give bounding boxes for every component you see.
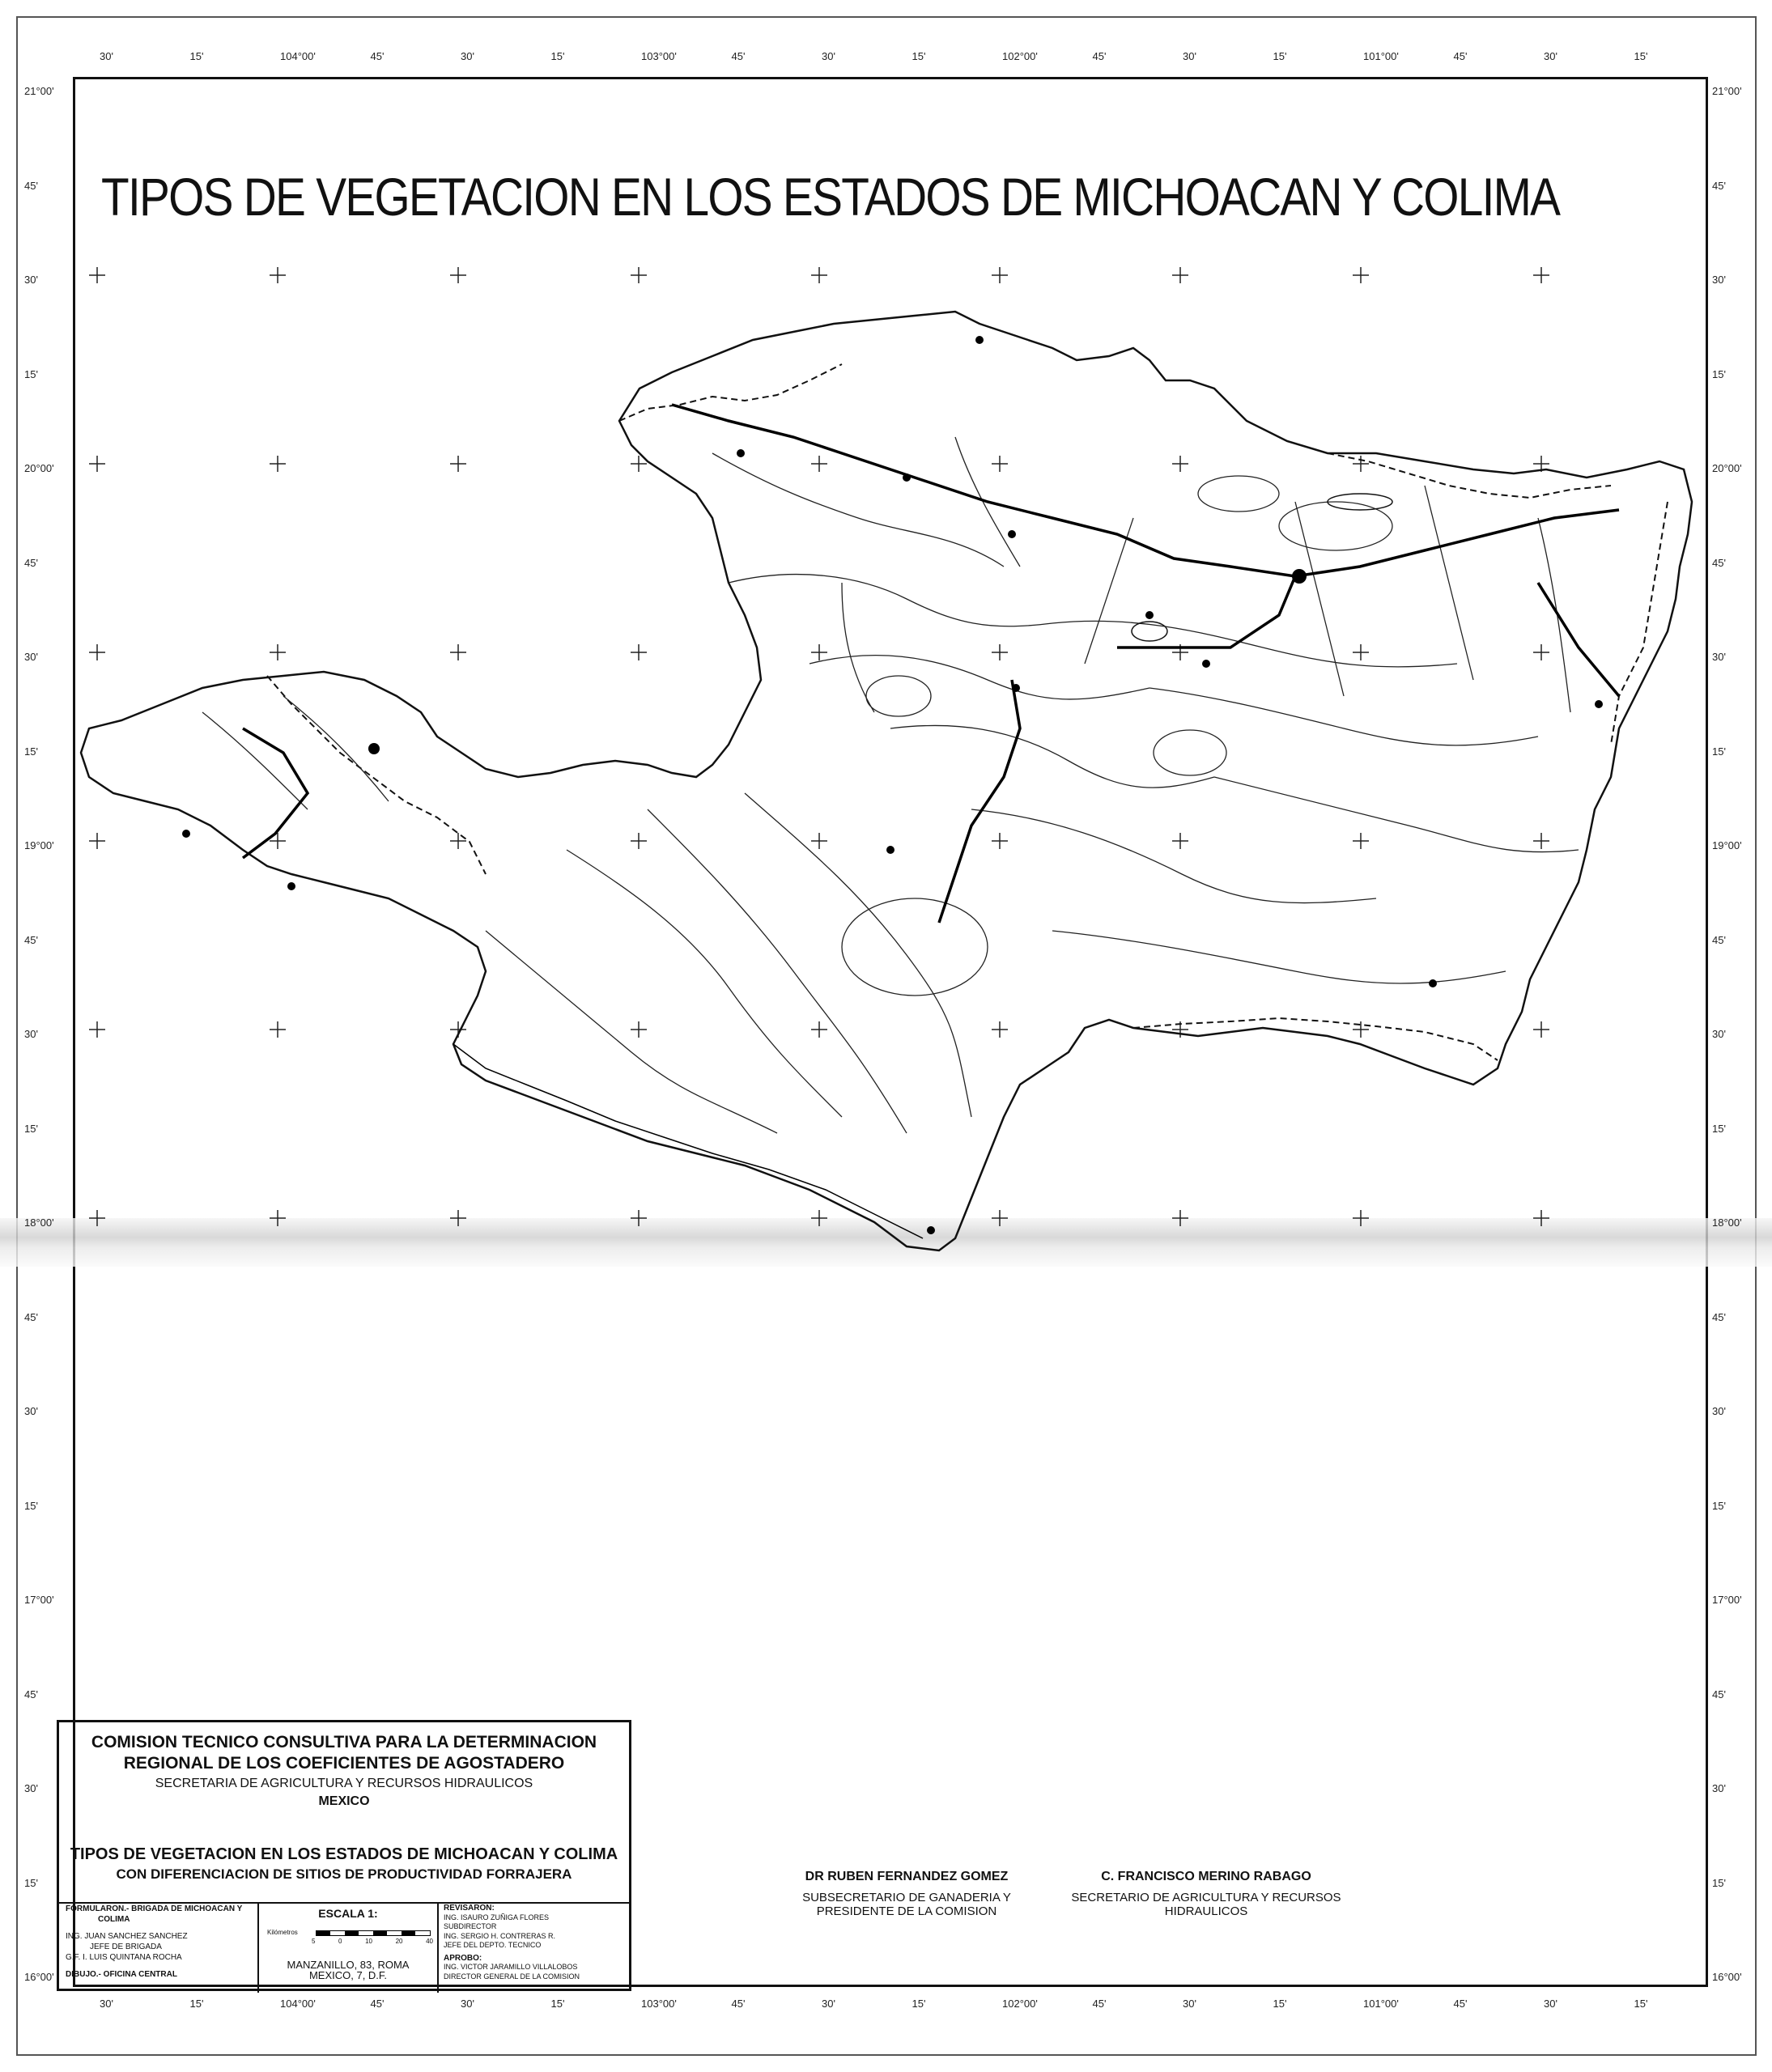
graticule-cross (270, 456, 286, 472)
graticule-cross (270, 1210, 286, 1226)
graticule-cross (631, 1210, 647, 1226)
city-marker-colima (368, 743, 380, 754)
revisaron-line: REVISARON: (444, 1904, 495, 1913)
top-tick-label: 45' (1092, 50, 1107, 62)
right-tick-label: 15' (1712, 1122, 1726, 1135)
signer-name: C. FRANCISCO MERINO RABAGO (1101, 1870, 1311, 1883)
right-tick-label: 15' (1712, 745, 1726, 758)
right-tick-label: 16°00' (1712, 1971, 1742, 1983)
top-tick-label: 101°00' (1363, 50, 1399, 62)
top-tick-label: 30' (1544, 50, 1557, 62)
graticule-cross (631, 644, 647, 660)
left-tick-label: 45' (24, 1688, 38, 1700)
comision-line-5: TIPOS DE VEGETACION EN LOS ESTADOS DE MICHOACAN Y COLIMA (70, 1845, 618, 1863)
graticule-cross (811, 267, 827, 283)
left-tick-label: 30' (24, 651, 38, 663)
left-tick-label: 45' (24, 1310, 38, 1323)
formularon-line: DIBUJO.- OFICINA CENTRAL (66, 1970, 177, 1979)
signer-role: SECRETARIO DE AGRICULTURA Y RECURSOS HIDRAULICOS (1071, 1891, 1341, 1918)
left-tick-label: 15' (24, 745, 38, 758)
mexico-border (1611, 502, 1668, 745)
state-outline (81, 312, 1692, 1250)
jalisco-border (619, 364, 842, 421)
top-tick-label: 15' (550, 50, 565, 62)
right-tick-label: 20°00' (1712, 462, 1742, 474)
graticule-cross (992, 1210, 1008, 1226)
graticule-cross (450, 456, 466, 472)
graticule-cross (450, 833, 466, 849)
left-tick-label: 15' (24, 1499, 38, 1512)
km-label: Kilómetros (267, 1929, 298, 1936)
left-tick-label: 30' (24, 274, 38, 286)
right-tick-label: 15' (1712, 1876, 1726, 1889)
left-tick-label: 17°00' (24, 1594, 54, 1606)
right-tick-label: 15' (1712, 367, 1726, 380)
graticule-cross (811, 456, 827, 472)
right-tick-label: 18°00' (1712, 1216, 1742, 1229)
graticule-cross (89, 1210, 105, 1226)
graticule-cross (89, 833, 105, 849)
right-tick-label: 30' (1712, 274, 1726, 286)
graticule-cross (270, 267, 286, 283)
graticule-cross (811, 1210, 827, 1226)
coastline (453, 1044, 923, 1238)
bottom-tick-label: 15' (550, 1998, 565, 2010)
graticule-cross (992, 456, 1008, 472)
right-tick-label: 30' (1712, 651, 1726, 663)
right-tick-label: 30' (1712, 1405, 1726, 1417)
graticule-cross (811, 644, 827, 660)
left-tick-label: 16°00' (24, 1971, 54, 1983)
bottom-tick-label: 15' (189, 1998, 204, 2010)
graticule-cross (992, 833, 1008, 849)
graticule-cross (1533, 644, 1549, 660)
left-tick-label: 30' (24, 1405, 38, 1417)
top-tick-label: 30' (822, 50, 835, 62)
guanajuato-border (1328, 453, 1611, 498)
graticule-cross (992, 267, 1008, 283)
graticule-crosses (89, 267, 1549, 1226)
right-tick-label: 19°00' (1712, 839, 1742, 851)
graticule-cross (1353, 456, 1369, 472)
top-tick-label: 45' (370, 50, 385, 62)
formularon-line: G.F. I. LUIS QUINTANA ROCHA (66, 1953, 182, 1962)
bottom-tick-label: 45' (1092, 1998, 1107, 2010)
bottom-tick-label: 102°00' (1002, 1998, 1038, 2010)
bottom-tick-label: 104°00' (280, 1998, 316, 2010)
right-tick-label: 45' (1712, 179, 1726, 192)
km-tick: 20 (395, 1938, 403, 1945)
signer-role: SUBSECRETARIO DE GANADERIA Y (802, 1891, 1011, 1904)
bottom-tick-label: 101°00' (1363, 1998, 1399, 2010)
formularon-line: FORMULARON.- BRIGADA DE MICHOACAN Y (66, 1904, 243, 1913)
revisaron-line: JEFE DEL DEPTO. TECNICO (444, 1941, 542, 1949)
right-tick-label: 15' (1712, 1499, 1726, 1512)
bottom-tick-label: 30' (100, 1998, 113, 2010)
bottom-tick-label: 30' (461, 1998, 474, 2010)
map-title: TIPOS DE VEGETACION EN LOS ESTADOS DE MICHOACAN Y COLIMA (101, 167, 1560, 227)
graticule-cross (270, 1021, 286, 1038)
revisaron-line: ING. SERGIO H. CONTRERAS R. (444, 1931, 556, 1940)
km-tick: 40 (426, 1938, 433, 1945)
bottom-tick-label: 103°00' (641, 1998, 677, 2010)
graticule-cross (1353, 1210, 1369, 1226)
left-tick-label: 45' (24, 933, 38, 946)
graticule-cross (811, 833, 827, 849)
km-tick: 5 (312, 1938, 316, 1945)
guerrero-border (1133, 1018, 1498, 1060)
colima-border (267, 676, 486, 874)
comision-line-4: MEXICO (318, 1794, 370, 1808)
bottom-tick-label: 15' (911, 1998, 926, 2010)
graticule-cross (1533, 833, 1549, 849)
graticule-cross (89, 1021, 105, 1038)
graticule-cross (89, 267, 105, 283)
revisaron-line: ING. VICTOR JARAMILLO VILLALOBOS (444, 1963, 578, 1971)
revisaron-line: ING. ISAURO ZUÑIGA FLORES (444, 1913, 550, 1921)
escala-label: ESCALA 1: (318, 1907, 378, 1920)
title-block (57, 1720, 631, 1991)
graticule-cross (1172, 456, 1188, 472)
graticule-cross (992, 1021, 1008, 1038)
graticule-cross (270, 644, 286, 660)
graticule-cross (631, 833, 647, 849)
left-tick-label: 15' (24, 367, 38, 380)
top-tick-label: 15' (1273, 50, 1287, 62)
top-tick-label: 15' (911, 50, 926, 62)
right-tick-label: 45' (1712, 1688, 1726, 1700)
left-tick-label: 15' (24, 1122, 38, 1135)
right-tick-label: 30' (1712, 1028, 1726, 1040)
signer-1 (773, 1870, 1040, 1918)
signer-name: DR RUBEN FERNANDEZ GOMEZ (805, 1870, 1009, 1883)
graticule-cross (1533, 267, 1549, 283)
graticule-cross (811, 1021, 827, 1038)
km-tick: 10 (365, 1938, 372, 1945)
graticule-cross (450, 1210, 466, 1226)
right-tick-label: 45' (1712, 1310, 1726, 1323)
formularon-block (66, 1904, 256, 1993)
bottom-tick-label: 45' (370, 1998, 385, 2010)
left-tick-label: 21°00' (24, 85, 54, 97)
graticule-cross (1533, 1210, 1549, 1226)
title-block-footer (59, 1902, 629, 1993)
revisaron-block (444, 1904, 626, 1993)
right-tick-label: 17°00' (1712, 1594, 1742, 1606)
top-tick-label: 30' (1183, 50, 1196, 62)
km-tick: 0 (338, 1938, 342, 1945)
graticule-cross (1353, 267, 1369, 283)
formularon-line: JEFE DE BRIGADA (90, 1942, 162, 1951)
top-tick-label: 15' (1634, 50, 1648, 62)
address-line: MANZANILLO, 83, ROMA (287, 1959, 410, 1971)
top-tick-label: 45' (1453, 50, 1468, 62)
comision-line-3: SECRETARIA DE AGRICULTURA Y RECURSOS HIDRAULICOS (155, 1777, 533, 1790)
graticule-cross (1172, 833, 1188, 849)
right-tick-label: 21°00' (1712, 85, 1742, 97)
bottom-tick-label: 15' (1273, 1998, 1287, 2010)
graticule-cross (631, 267, 647, 283)
graticule-cross (1533, 1021, 1549, 1038)
comision-line-1: COMISION TECNICO CONSULTIVA PARA LA DETERMINACION (91, 1733, 597, 1751)
left-tick-label: 30' (24, 1782, 38, 1794)
left-tick-label: 19°00' (24, 839, 54, 851)
top-tick-label: 45' (731, 50, 746, 62)
top-tick-label: 30' (461, 50, 474, 62)
address-line: MEXICO, 7, D.F. (308, 1969, 388, 1981)
graticule-cross (450, 267, 466, 283)
left-tick-label: 45' (24, 556, 38, 569)
top-tick-label: 15' (189, 50, 204, 62)
right-tick-label: 45' (1712, 933, 1726, 946)
bottom-tick-label: 15' (1634, 1998, 1648, 2010)
graticule-cross (1172, 1210, 1188, 1226)
comision-line-6: CON DIFERENCIACION DE SITIOS DE PRODUCTIVIDAD FORRAJERA (116, 1866, 572, 1882)
left-tick-label: 20°00' (24, 462, 54, 474)
graticule-cross (89, 644, 105, 660)
graticule-cross (1353, 644, 1369, 660)
roads (243, 405, 1619, 923)
city-marker-morelia (1292, 569, 1307, 584)
formularon-line: ING. JUAN SANCHEZ SANCHEZ (66, 1932, 188, 1941)
bottom-tick-label: 30' (822, 1998, 835, 2010)
revisaron-line: DIRECTOR GENERAL DE LA COMISION (444, 1972, 580, 1981)
top-tick-label: 104°00' (280, 50, 316, 62)
graticule-cross (1172, 267, 1188, 283)
left-tick-label: 18°00' (24, 1216, 54, 1229)
graticule-cross (450, 644, 466, 660)
bottom-tick-label: 45' (731, 1998, 746, 2010)
signer-2 (1036, 1870, 1376, 1918)
left-tick-label: 45' (24, 179, 38, 192)
right-tick-label: 45' (1712, 556, 1726, 569)
graticule-cross (89, 456, 105, 472)
graticule-cross (992, 644, 1008, 660)
escala-block (257, 1904, 439, 1993)
right-tick-label: 30' (1712, 1782, 1726, 1794)
graticule-cross (1353, 833, 1369, 849)
left-tick-label: 30' (24, 1028, 38, 1040)
left-tick-label: 15' (24, 1876, 38, 1889)
top-tick-label: 103°00' (641, 50, 677, 62)
formularon-line: COLIMA (98, 1915, 130, 1924)
revisaron-line: APROBO: (444, 1953, 482, 1963)
top-tick-label: 102°00' (1002, 50, 1038, 62)
revisaron-line: SUBDIRECTOR (444, 1922, 497, 1930)
bottom-tick-label: 45' (1453, 1998, 1468, 2010)
graticule-cross (631, 1021, 647, 1038)
scale-bar (316, 1930, 431, 1936)
top-tick-label: 30' (100, 50, 113, 62)
bottom-tick-label: 30' (1183, 1998, 1196, 2010)
zone-boundaries (202, 437, 1579, 1133)
bottom-tick-label: 30' (1544, 1998, 1557, 2010)
comision-line-2: REGIONAL DE LOS COEFICIENTES DE AGOSTADERO (123, 1754, 565, 1773)
signer-role: PRESIDENTE DE LA COMISION (816, 1904, 997, 1918)
